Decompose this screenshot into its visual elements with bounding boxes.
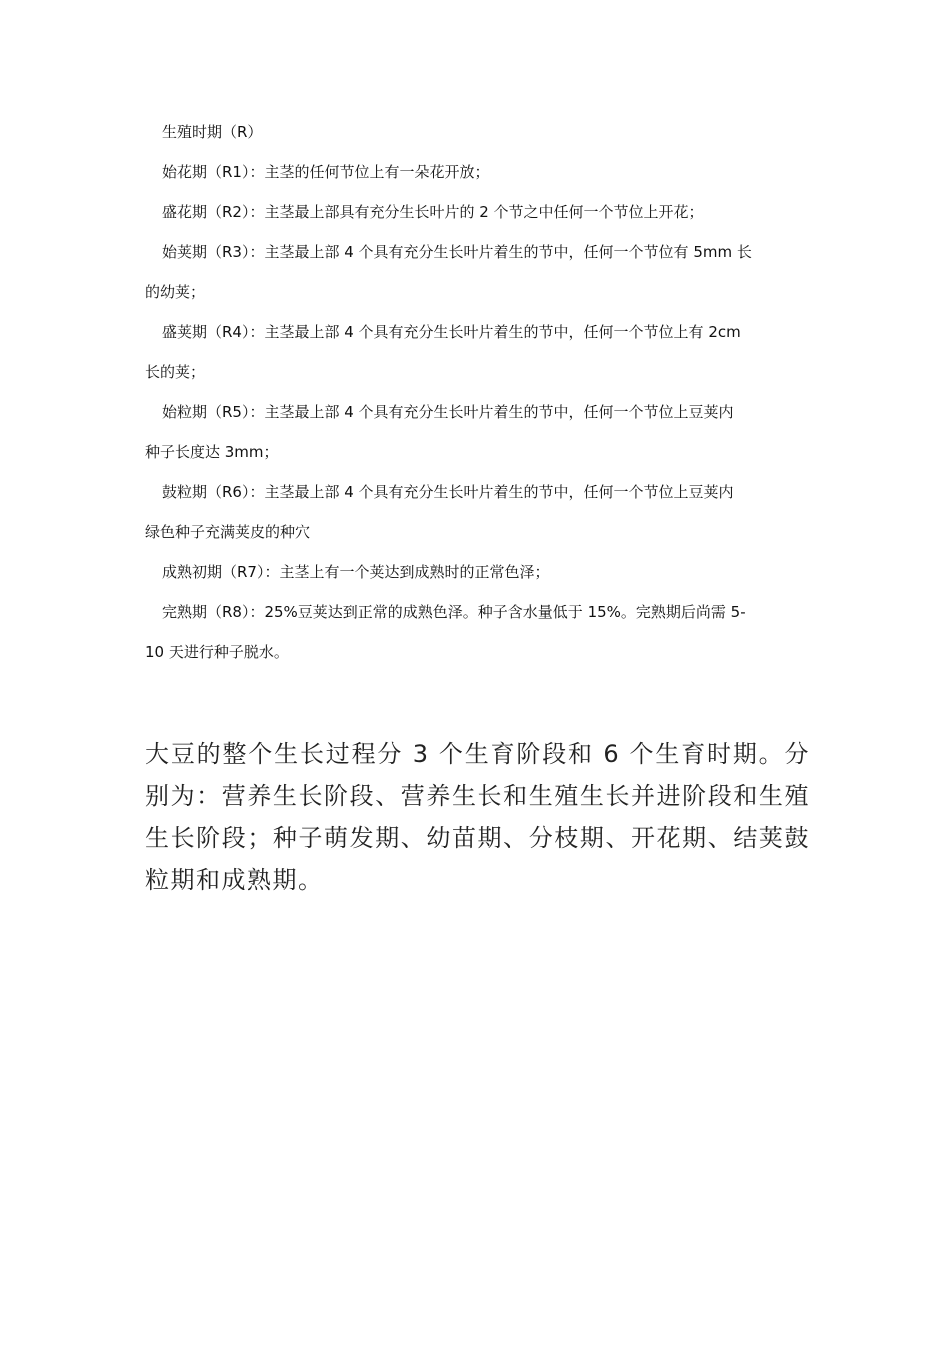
- section-heading: 生殖时期（R）: [162, 123, 263, 141]
- stage-r8-continued: 10 天进行种子脱水。: [145, 643, 289, 661]
- stage-r6: 鼓粒期（R6）：主茎最上部 4 个具有充分生长叶片着生的节中，任何一个节位上豆荚内: [162, 483, 734, 501]
- stage-r4-continued: 长的荚；: [145, 363, 206, 381]
- stage-r5: 始粒期（R5）：主茎最上部 4 个具有充分生长叶片着生的节中，任何一个节位上豆荚内: [162, 403, 734, 421]
- stage-r3-continued: 的幼荚；: [145, 283, 206, 301]
- stage-r3: 始荚期（R3）：主茎最上部 4 个具有充分生长叶片着生的节中，任何一个节位有 5mm 长: [162, 243, 752, 261]
- stage-r6-continued: 绿色种子充满荚皮的种穴: [145, 523, 311, 541]
- stage-r5-continued: 种子长度达 3mm；: [145, 443, 279, 461]
- stage-r8: 完熟期（R8）：25%豆荚达到正常的成熟色泽。种子含水量低于 15%。完熟期后尚需 5-: [162, 603, 746, 621]
- stage-r2: 盛花期（R2）：主茎最上部具有充分生长叶片的 2 个节之中任何一个节位上开花；: [162, 203, 704, 221]
- stage-r4: 盛荚期（R4）：主茎最上部 4 个具有充分生长叶片着生的节中，任何一个节位上有 2cm: [162, 323, 741, 341]
- stage-r7: 成熟初期（R7）：主茎上有一个荚达到成熟时的正常色泽；: [162, 563, 550, 581]
- reproductive-stages-section: [145, 112, 810, 672]
- growth-summary-paragraph: 大豆的整个生长过程分 3 个生育阶段和 6 个生育时期。分别为：营养生长阶段、营养生长和生殖生长并进阶段和生殖生长阶段；种子萌发期、幼苗期、分枝期、开花期、结荚鼓粒期和成熟期。: [145, 740, 810, 894]
- stage-r1: 始花期（R1）：主茎的任何节位上有一朵花开放；: [162, 163, 490, 181]
